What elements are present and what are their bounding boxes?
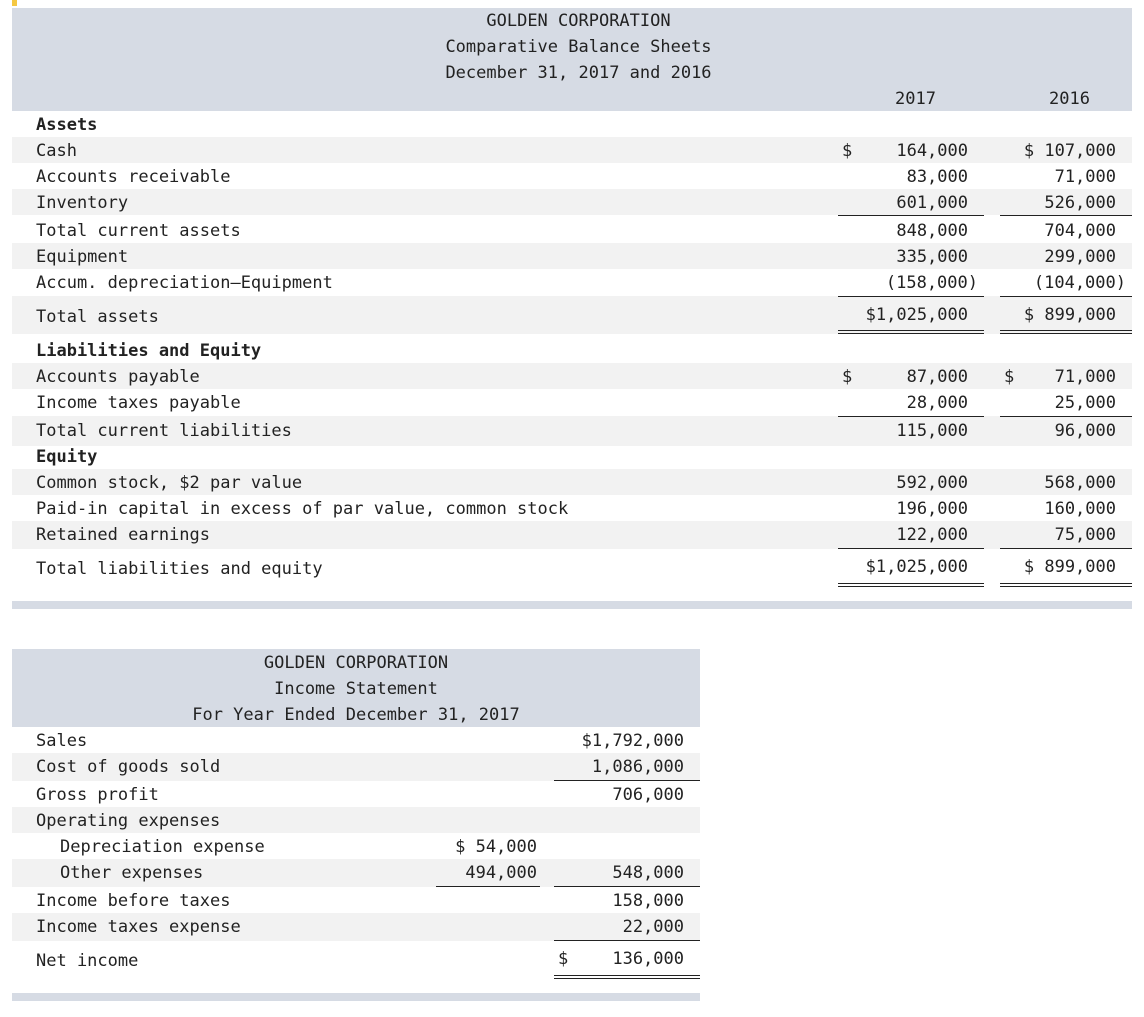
value-2017: 28,000 <box>906 393 968 413</box>
value-2017: 87,000 <box>906 367 968 387</box>
row-label: Depreciation expense <box>60 837 265 857</box>
value-2017: 335,000 <box>896 247 968 267</box>
value-2017: 115,000 <box>896 421 968 441</box>
bs-title: Comparative Balance Sheets <box>445 37 712 57</box>
double-underline <box>1000 330 1132 334</box>
liabilities-heading: Liabilities and Equity <box>36 341 262 361</box>
value-2016: $ 899,000 <box>1023 557 1116 577</box>
col-header-2016: 2016 <box>1049 89 1090 109</box>
row-label: Sales <box>36 731 88 751</box>
value-2017: $1,025,000 <box>865 305 968 325</box>
underline <box>554 780 700 781</box>
underline <box>838 296 984 297</box>
row-label: Accounts payable <box>36 367 200 387</box>
row-label: Accounts receivable <box>36 167 231 187</box>
bs-date: December 31, 2017 and 2016 <box>445 63 712 83</box>
row-label: Total assets <box>36 307 159 327</box>
underline <box>838 416 984 417</box>
is-company-name: GOLDEN CORPORATION <box>263 653 449 673</box>
row-label: Income taxes expense <box>36 917 241 937</box>
total-value: 548,000 <box>612 863 684 883</box>
underline <box>838 215 984 216</box>
value-2017: $1,025,000 <box>865 557 968 577</box>
corner-mark <box>12 0 17 6</box>
dollar-sign: $ <box>842 367 853 387</box>
value-2016: 568,000 <box>1044 473 1116 493</box>
row-label: Income taxes payable <box>36 393 241 413</box>
income-statement-footer <box>12 993 700 1001</box>
dollar-sign: $ <box>1004 367 1015 387</box>
col-header-2017: 2017 <box>895 89 936 109</box>
value-2017: 196,000 <box>896 499 968 519</box>
row-label: Operating expenses <box>36 811 221 831</box>
row-label: Total liabilities and equity <box>36 559 323 579</box>
value-2017: 601,000 <box>896 193 968 213</box>
value-2016: 71,000 <box>1054 167 1116 187</box>
row-label: Retained earnings <box>36 525 210 545</box>
row-label: Accum. depreciation—Equipment <box>36 273 333 293</box>
value-2017: 848,000 <box>896 221 968 241</box>
dollar-sign: $ <box>842 141 853 161</box>
value-2016: $ 107,000 <box>1023 141 1116 161</box>
value-2016: 96,000 <box>1054 421 1116 441</box>
double-underline <box>838 330 984 334</box>
row-label: Other expenses <box>60 863 204 883</box>
row-label: Common stock, $2 par value <box>36 473 303 493</box>
double-underline <box>838 583 984 587</box>
row-label: Paid-in capital in excess of par value, common stock <box>36 499 569 519</box>
row-label: Cash <box>36 141 77 161</box>
is-period: For Year Ended December 31, 2017 <box>192 705 520 725</box>
value-2016: 526,000 <box>1044 193 1116 213</box>
underline <box>1000 215 1132 216</box>
underline <box>1000 296 1132 297</box>
row-label: Net income <box>36 951 139 971</box>
total-value: $1,792,000 <box>581 731 684 751</box>
value-2017: 122,000 <box>896 525 968 545</box>
balance-sheet-footer <box>12 601 1132 609</box>
value-2016: 25,000 <box>1054 393 1116 413</box>
row-label: Total current liabilities <box>36 421 292 441</box>
sub-value: 494,000 <box>465 863 537 883</box>
value-2016: 299,000 <box>1044 247 1116 267</box>
value-2017: 592,000 <box>896 473 968 493</box>
row-label: Equipment <box>36 247 129 267</box>
value-2016: 704,000 <box>1044 221 1116 241</box>
total-value: 158,000 <box>612 891 684 911</box>
value-2017: 164,000 <box>896 141 968 161</box>
value-2017: (158,000) <box>885 273 978 293</box>
value-2016: $ 899,000 <box>1023 305 1116 325</box>
value-2016: 71,000 <box>1054 367 1116 387</box>
row-label: Income before taxes <box>36 891 231 911</box>
row-label: Gross profit <box>36 785 159 805</box>
assets-heading: Assets <box>36 115 98 135</box>
underline <box>1000 416 1132 417</box>
value-2016: 160,000 <box>1044 499 1116 519</box>
underline <box>554 886 700 887</box>
dollar-sign: $ <box>558 949 569 969</box>
value-2016: 75,000 <box>1054 525 1116 545</box>
row-label: Total current assets <box>36 221 241 241</box>
value-2016: (104,000) <box>1033 273 1126 293</box>
underline <box>436 886 540 887</box>
total-value: 1,086,000 <box>591 757 684 777</box>
underline <box>1000 548 1132 549</box>
total-value: 136,000 <box>612 949 684 969</box>
is-title: Income Statement <box>274 679 438 699</box>
equity-heading: Equity <box>36 447 98 467</box>
underline <box>554 940 700 941</box>
double-underline <box>554 975 700 979</box>
underline <box>838 548 984 549</box>
row-label: Inventory <box>36 193 129 213</box>
double-underline <box>1000 583 1132 587</box>
value-2017: 83,000 <box>906 167 968 187</box>
bs-company-name: GOLDEN CORPORATION <box>486 11 671 31</box>
total-value: 22,000 <box>622 917 684 937</box>
row-label: Cost of goods sold <box>36 757 221 777</box>
sub-value: $ 54,000 <box>455 837 537 857</box>
total-value: 706,000 <box>612 785 684 805</box>
